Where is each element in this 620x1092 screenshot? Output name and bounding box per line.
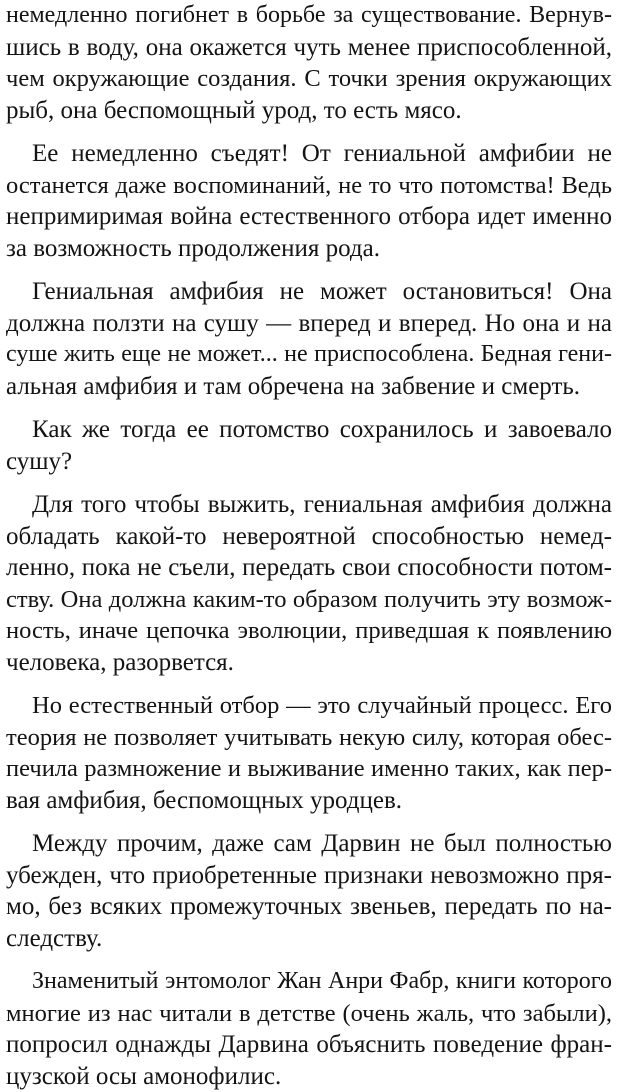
paragraph-gap (6, 264, 612, 276)
text-line: Гениальная амфибия не может остановиться! Она (6, 276, 612, 308)
paragraph-5 (6, 489, 612, 678)
text-line: печила размножение и выживание именно таких, как пер- (6, 753, 612, 785)
text-line: цузской осы амонофилис. (6, 1061, 612, 1092)
paragraph-3 (6, 276, 612, 402)
text-line: человека, разорвется. (6, 647, 612, 679)
paragraph-gap (6, 477, 612, 489)
paragraph-2 (6, 138, 612, 264)
text-line: суше жить еще не может... не приспособлена. Бедная гени- (6, 339, 612, 371)
text-line: Между прочим, даже сам Дарвин не был полностью (6, 828, 612, 860)
text-line: непримиримая война естественного отбора идет именно (6, 201, 612, 233)
paragraph-gap (6, 678, 612, 690)
text-line: Знаменитый энтомолог Жан Анри Фабр, книги которого (6, 966, 612, 998)
paragraph-gap (6, 126, 612, 138)
text-line: следству. (6, 923, 612, 955)
text-line: обладать какой-то невероятной способностью немед- (6, 521, 612, 553)
text-line: шись в воду, она окажется чуть менее приспособленной, (6, 32, 612, 64)
text-line: теория не позволяет учитывать некую силу, которая обес- (6, 722, 612, 754)
text-line: вая амфибия, беспомощных уродцев. (6, 785, 612, 817)
text-line: убежден, что приобретенные признаки невозможно пря- (6, 860, 612, 892)
text-line: должна ползти на сушу — вперед и вперед. Но она и на (6, 308, 612, 340)
text-line: Как же тогда ее потомство сохранилось и завоевало (6, 414, 612, 446)
paragraph-6 (6, 690, 612, 816)
text-line: чем окружающие создания. С точки зрения окружающих (6, 63, 612, 95)
text-line: многие из нас читали в детстве (очень жаль, что забыли), (6, 998, 612, 1030)
paragraph-gap (6, 402, 612, 414)
text-line: рыб, она беспомощный урод, то есть мясо. (6, 95, 612, 127)
text-line: ленно, пока не съели, передать свои способности потом- (6, 552, 612, 584)
text-line: ству. Она должна каким-то образом получить эту возмож- (6, 584, 612, 616)
text-line: останется даже воспоминаний, не то что потомства! Ведь (6, 170, 612, 202)
paragraph-4 (6, 414, 612, 477)
book-page (6, 0, 612, 1092)
paragraph-8 (6, 966, 612, 1092)
text-line: мо, без всяких промежуточных звеньев, передать по на- (6, 891, 612, 923)
text-line: сушу? (6, 446, 612, 478)
text-line: альная амфибия и там обречена на забвение и смерть. (6, 371, 612, 403)
text-line: Ее немедленно съедят! От гениальной амфибии не (6, 138, 612, 170)
text-line: немедленно погибнет в борьбе за существование. Вернув- (6, 0, 612, 32)
paragraph-gap (6, 816, 612, 828)
text-line: за возможность продолжения рода. (6, 233, 612, 265)
text-line: ность, иначе цепочка эволюции, приведшая к появлению (6, 615, 612, 647)
text-line: Для того чтобы выжить, гениальная амфибия должна (6, 489, 612, 521)
text-line: Но естественный отбор — это случайный процесс. Его (6, 690, 612, 722)
paragraph-7 (6, 828, 612, 954)
paragraph-1 (6, 0, 612, 126)
paragraph-gap (6, 954, 612, 966)
text-line: попросил однажды Дарвина объяснить поведение фран- (6, 1029, 612, 1061)
